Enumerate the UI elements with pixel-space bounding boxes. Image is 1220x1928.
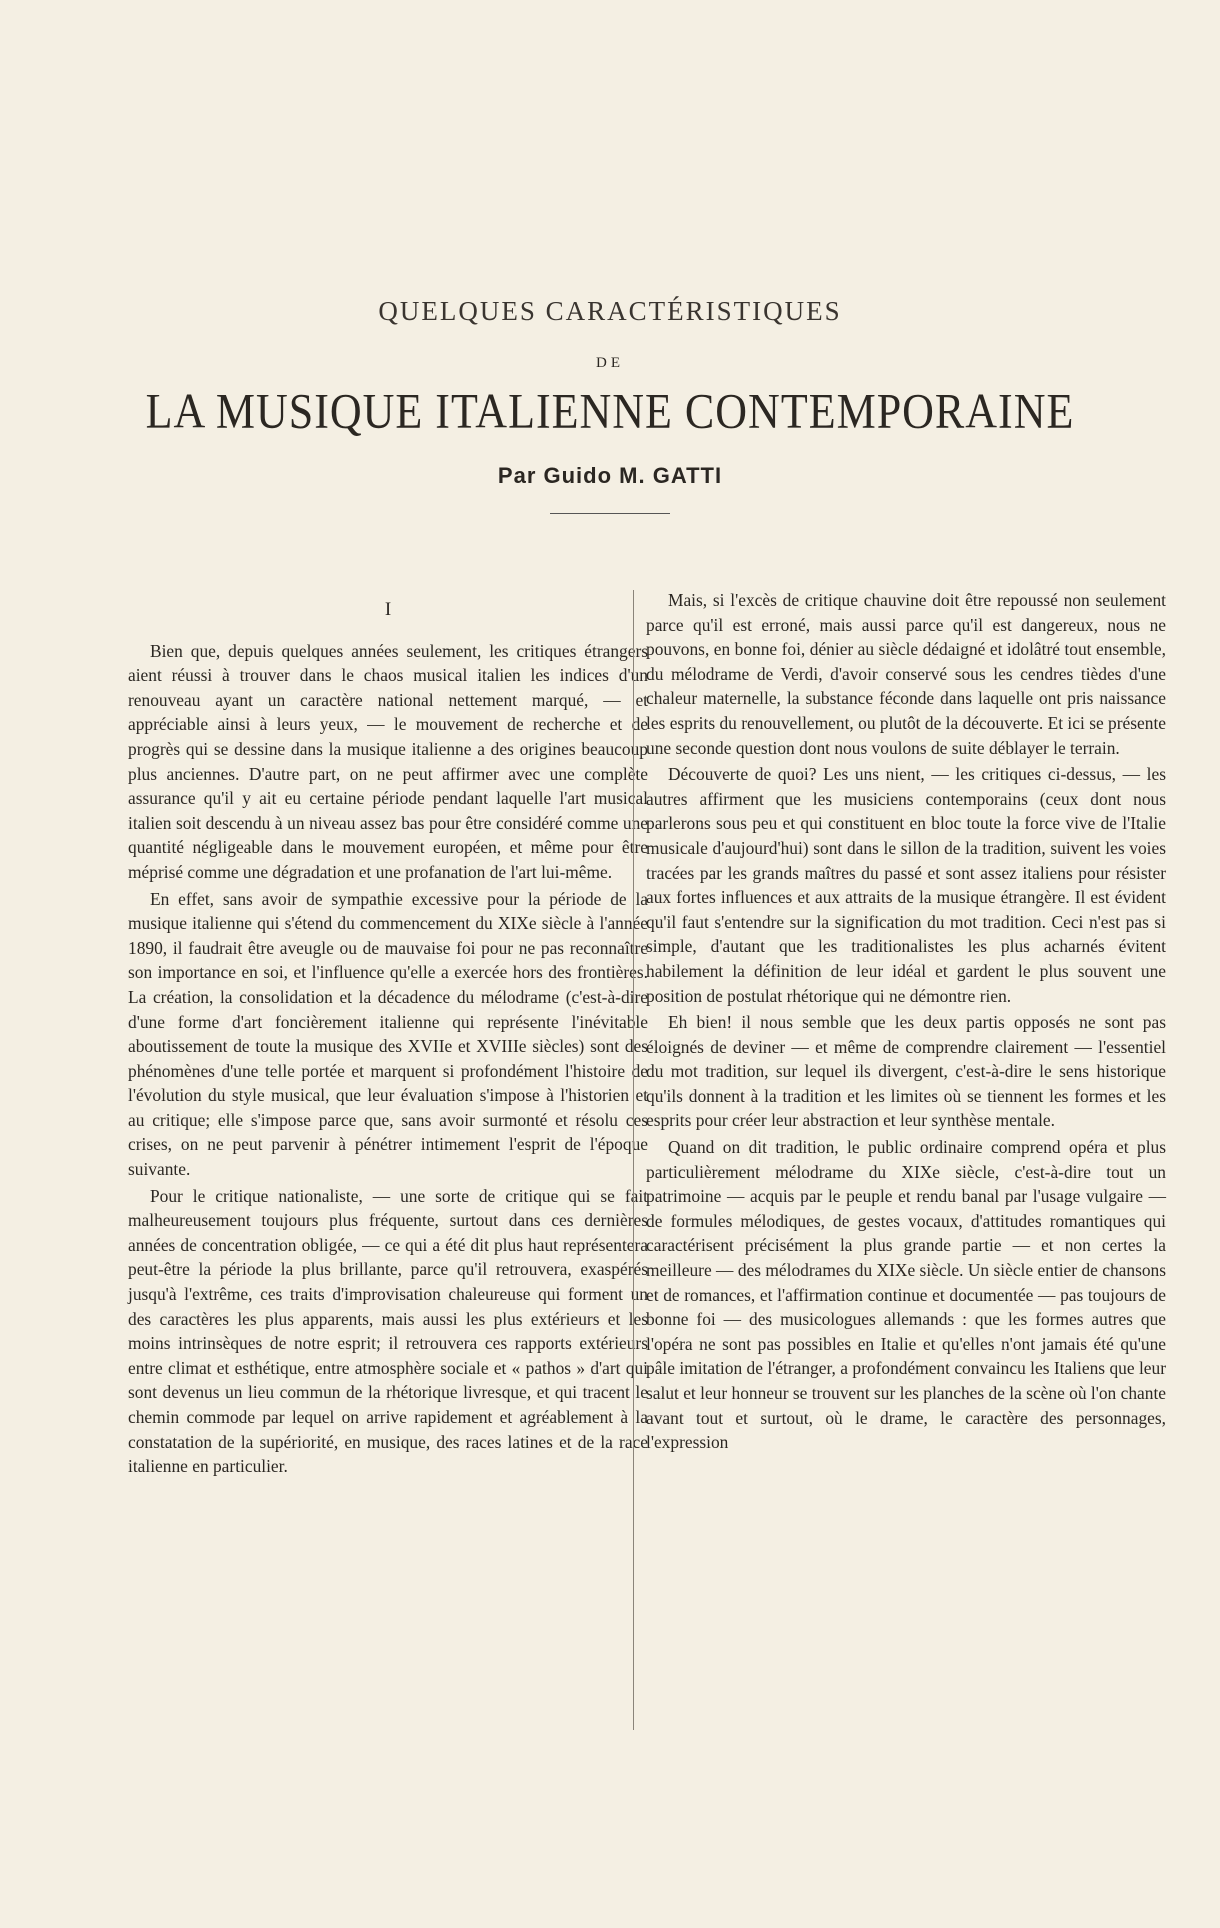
paragraph: Découverte de quoi? Les uns nient, — les critiques ci-dessus, — les autres affirment que les musiciens contemporains (ceux dont nous parlerons sous peu et qui constituent en bloc toute la force vive de l'Italie musicale d'aujourd'hui) sont dans le sillon de la tradition, suivent les voies tracées par les grands maîtres du passé et sont assez italiens pour résister aux fortes influences et aux attraits de la musique étrangère. Il est évident qu'il faut s'entendre sur la signification du mot tradition. Ceci n'est pas si simple, d'autant que les traditionalistes les plus acharnés évitent habilement la définition de leur idéal et gardent le plus souvent une position de postulat rhétorique qui ne démontre rien.	[646, 764, 1166, 1006]
paragraph: Bien que, depuis quelques années seulement, les critiques étrangers aient réussi à trouver dans le chaos musical italien les indices d'un renouveau ayant un caractère national nettement marqué, — et appréciable ainsi à leurs yeux, — le mouvement de recherche et de progrès qui se dessine dans la musique italienne a des origines beaucoup plus anciennes. D'autre part, on ne peut affirmer avec une complète assurance qu'il y ait eu certaine période pendant laquelle l'art musical italien soit descendu à un niveau assez bas pour être considéré comme une quantité négligeable dans le mouvement européen, et même pour être méprisé comme une dégradation et une profanation de l'art lui-même.	[128, 640, 648, 882]
title-connector: DE	[596, 355, 624, 371]
right-column	[646, 588, 1166, 1455]
paragraph: Eh bien! il nous semble que les deux partis opposés ne sont pas éloignés de deviner — et même de comprendre clairement — l'essentiel du mot tradition, sur lequel ils divergent, c'est-à-dire le sens historique qu'ils donnent à la tradition et les limites où se tiennent les formes et les esprits pour créer leur abstraction et leur synthèse mentale.	[646, 1012, 1166, 1131]
paragraph: En effet, sans avoir de sympathie excessive pour la période de la musique italienne qui s'étend du commencement du XIXe siècle à l'année 1890, il faudrait être aveugle ou de mauvaise foi pour ne pas reconnaître son importance en soi, et l'influence qu'elle a exercée hors des frontières. La création, la consolidation et la décadence du mélodrame (c'est-à-dire d'une forme d'art foncièrement italienne qui représente l'inévitable aboutissement de toute la musique des XVIIe et XVIIIe siècles) sont des phénomènes d'une telle portée et marquent si profondément l'histoire de l'évolution du style musical, que leur évaluation s'impose à l'historien et au critique; elle s'impose parce que, sans avoir surmonté et résolu ces crises, on ne peut parvenir à pénétrer intimement l'esprit de l'époque suivante.	[128, 888, 648, 1180]
title-block	[0, 296, 1220, 514]
column-divider	[633, 590, 634, 1730]
section-number: I	[384, 599, 392, 620]
supertitle: QUELQUES CARACTÉRISTIQUES	[378, 296, 842, 326]
paragraph: Quand on dit tradition, le public ordinaire comprend opéra et plus particulièrement mélodrame du XIXe siècle, c'est-à-dire tout un patrimoine — acquis par le peuple et rendu banal par l'usage vulgaire — de formules mélodiques, de gestes vocaux, d'attitudes romantiques qui caractérisent précisément la plus grande partie — et non certes la meilleure — des mélodrames du XIXe siècle. Un siècle entier de chansons et de romances, et l'affirmation continue et documentée — pas toujours de bonne foi — des musicologues allemands : que les formes autres que l'opéra ne sont pas possibles en Italie et qu'elles n'ont jamais été qu'une pâle imitation de l'étranger, a profondément convaincu les Italiens que leur salut et leur honneur se trouvent sur les planches de la scène où l'on chante avant tout et surtout, où le drame, le caractère des personnages, l'expression	[646, 1137, 1166, 1453]
title-rule	[550, 513, 670, 514]
paragraph: Mais, si l'excès de critique chauvine doit être repoussé non seulement parce qu'il est erroné, mais aussi parce qu'il est dangereux, nous ne pouvons, en bonne foi, dénier au siècle dédaigné et idolâtré tout ensemble, du mélodrame de Verdi, d'avoir conservé sous les cendres tièdes d'une chaleur maternelle, la substance féconde dans laquelle ont pris naissance les esprits du renouvellement, ou plutôt de la découverte. Et ici se présente une seconde question dont nous voulons de suite déblayer le terrain.	[646, 590, 1166, 758]
author-byline: Par Guido M. GATTI	[497, 463, 723, 488]
left-column	[128, 588, 648, 1479]
page-title: LA MUSIQUE ITALIENNE CONTEMPORAINE	[145, 384, 1075, 439]
paragraph: Pour le critique nationaliste, — une sorte de critique qui se fait malheureusement toujours plus fréquente, surtout dans ces dernières années de concentration obligée, — ce qui a été dit plus haut représentera peut-être la période la plus brillante, parce qu'il retrouvera, exaspérés jusqu'à l'extrême, ces traits d'improvisation chaleureuse qui forment un des caractères les plus apparents, mais aussi les plus extérieurs et les moins intrinsèques de notre esprit; il retrouvera ces rapports extérieurs entre climat et esthétique, entre atmosphère sociale et « pathos » d'art qui sont devenus un lieu commun de la rhétorique livresque, et qui tracent le chemin commode par lequel on arrive rapidement et agréablement à la constatation de la supériorité, en musique, des races latines et de la race italienne en particulier.	[128, 1185, 648, 1477]
